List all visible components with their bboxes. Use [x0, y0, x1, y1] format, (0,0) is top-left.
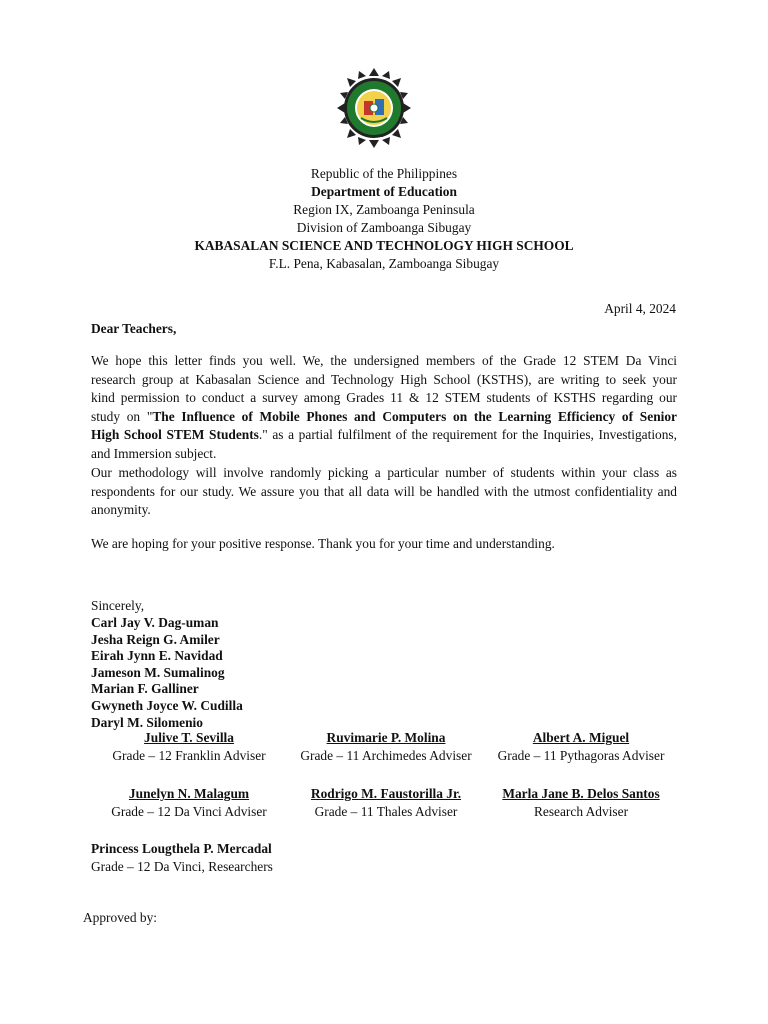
- signatory-name: Rodrigo M. Faustorilla Jr.: [310, 786, 462, 801]
- letter-date: April 4, 2024: [604, 301, 676, 316]
- signatory-block: [481, 785, 681, 821]
- approved-by-label: Approved by:: [83, 910, 158, 925]
- paragraph-line: respondents for our study. We assure you that all data will be handled with the utmost confidentiality and: [91, 483, 677, 499]
- signatory-role: Grade – 11 Thales Adviser: [314, 804, 458, 819]
- author-list: [91, 615, 243, 731]
- author-name: Marian F. Galliner: [91, 681, 199, 697]
- letterhead-region: Region IX, Zamboanga Peninsula: [293, 202, 475, 217]
- author-name: Gwyneth Joyce W. Cudilla: [91, 697, 243, 713]
- body-paragraph-3: [91, 535, 677, 554]
- signatory-block: [286, 729, 486, 765]
- signatory-block: [89, 729, 289, 765]
- study-intro: study on ": [91, 408, 153, 424]
- paragraph-line: Our methodology will involve randomly picking a particular number of students within your class as: [91, 465, 677, 480]
- study-title-part-1: The Influence of Mobile Phones and Computers on the Learning Efficiency of Senior: [152, 408, 677, 424]
- body-paragraph-2: [91, 464, 677, 520]
- closing: Sincerely,: [91, 598, 145, 613]
- school-seal-icon: [337, 68, 411, 148]
- signatory-role: Grade – 11 Pythagoras Adviser: [497, 748, 665, 763]
- signatory-name: Marla Jane B. Delos Santos: [502, 786, 660, 801]
- signatory-block: [286, 785, 486, 821]
- signatory-block: [89, 785, 289, 821]
- paragraph-line: kind permission to conduct a survey among Grades 11 & 12 STEM students of KSTHS regarding our: [91, 390, 677, 406]
- letterhead: [0, 165, 768, 273]
- paragraph-line: anonymity.: [91, 502, 151, 518]
- greeting: Dear Teachers,: [91, 321, 177, 336]
- letterhead-department: Department of Education: [311, 184, 457, 199]
- author-name: Eirah Jynn E. Navidad: [91, 648, 223, 664]
- letterhead-division: Division of Zamboanga Sibugay: [296, 220, 472, 235]
- letterhead-republic: Republic of the Philippines: [310, 166, 458, 181]
- author-name: Carl Jay V. Dag-uman: [91, 615, 219, 630]
- signatory-name: Princess Lougthela P. Mercadal: [91, 841, 272, 856]
- paragraph-line: and Immersion subject.: [91, 445, 217, 461]
- signatory-name: Junelyn N. Malagum: [128, 786, 250, 801]
- author-name: Jesha Reign G. Amiler: [91, 631, 220, 647]
- study-purpose: ." as a partial fulfilment of the requirement for the Inquiries, Investigations,: [258, 427, 677, 443]
- author-name: Daryl M. Silomenio: [91, 714, 203, 730]
- signatory-block: [91, 840, 273, 876]
- letterhead-school: KABASALAN SCIENCE AND TECHNOLOGY HIGH SCHOOL: [194, 238, 574, 253]
- signatory-role: Grade – 12 Franklin Adviser: [112, 748, 266, 763]
- signatory-role: Grade – 11 Archimedes Adviser: [300, 748, 472, 763]
- paragraph-line: We hope this letter finds you well. We, the undersigned members of the Grade 12 STEM Da Vinci: [91, 353, 677, 368]
- letterhead-address: F.L. Pena, Kabasalan, Zamboanga Sibugay: [268, 256, 500, 271]
- signatory-name: Ruvimarie P. Molina: [326, 730, 446, 745]
- paragraph-line: [91, 426, 677, 445]
- signatory-name: Julive T. Sevilla: [144, 730, 234, 745]
- signatory-role: Grade – 12 Da Vinci Adviser: [111, 804, 267, 819]
- signatory-name: Albert A. Miguel: [532, 730, 630, 745]
- signatory-role: Grade – 12 Da Vinci, Researchers: [91, 859, 273, 874]
- signatory-block: [481, 729, 681, 765]
- study-title-part-2: High School STEM Students: [91, 427, 259, 443]
- signatory-role: Research Adviser: [533, 804, 629, 819]
- author-name: Jameson M. Sumalinog: [91, 664, 225, 680]
- paragraph-line: [91, 408, 677, 427]
- body-paragraph-1: [91, 352, 677, 464]
- paragraph-line: research group at Kabasalan Science and Technology High School (KSTHS), are writing to seek your: [91, 371, 677, 387]
- paragraph-line: We are hoping for your positive response. Thank you for your time and understanding.: [91, 536, 555, 551]
